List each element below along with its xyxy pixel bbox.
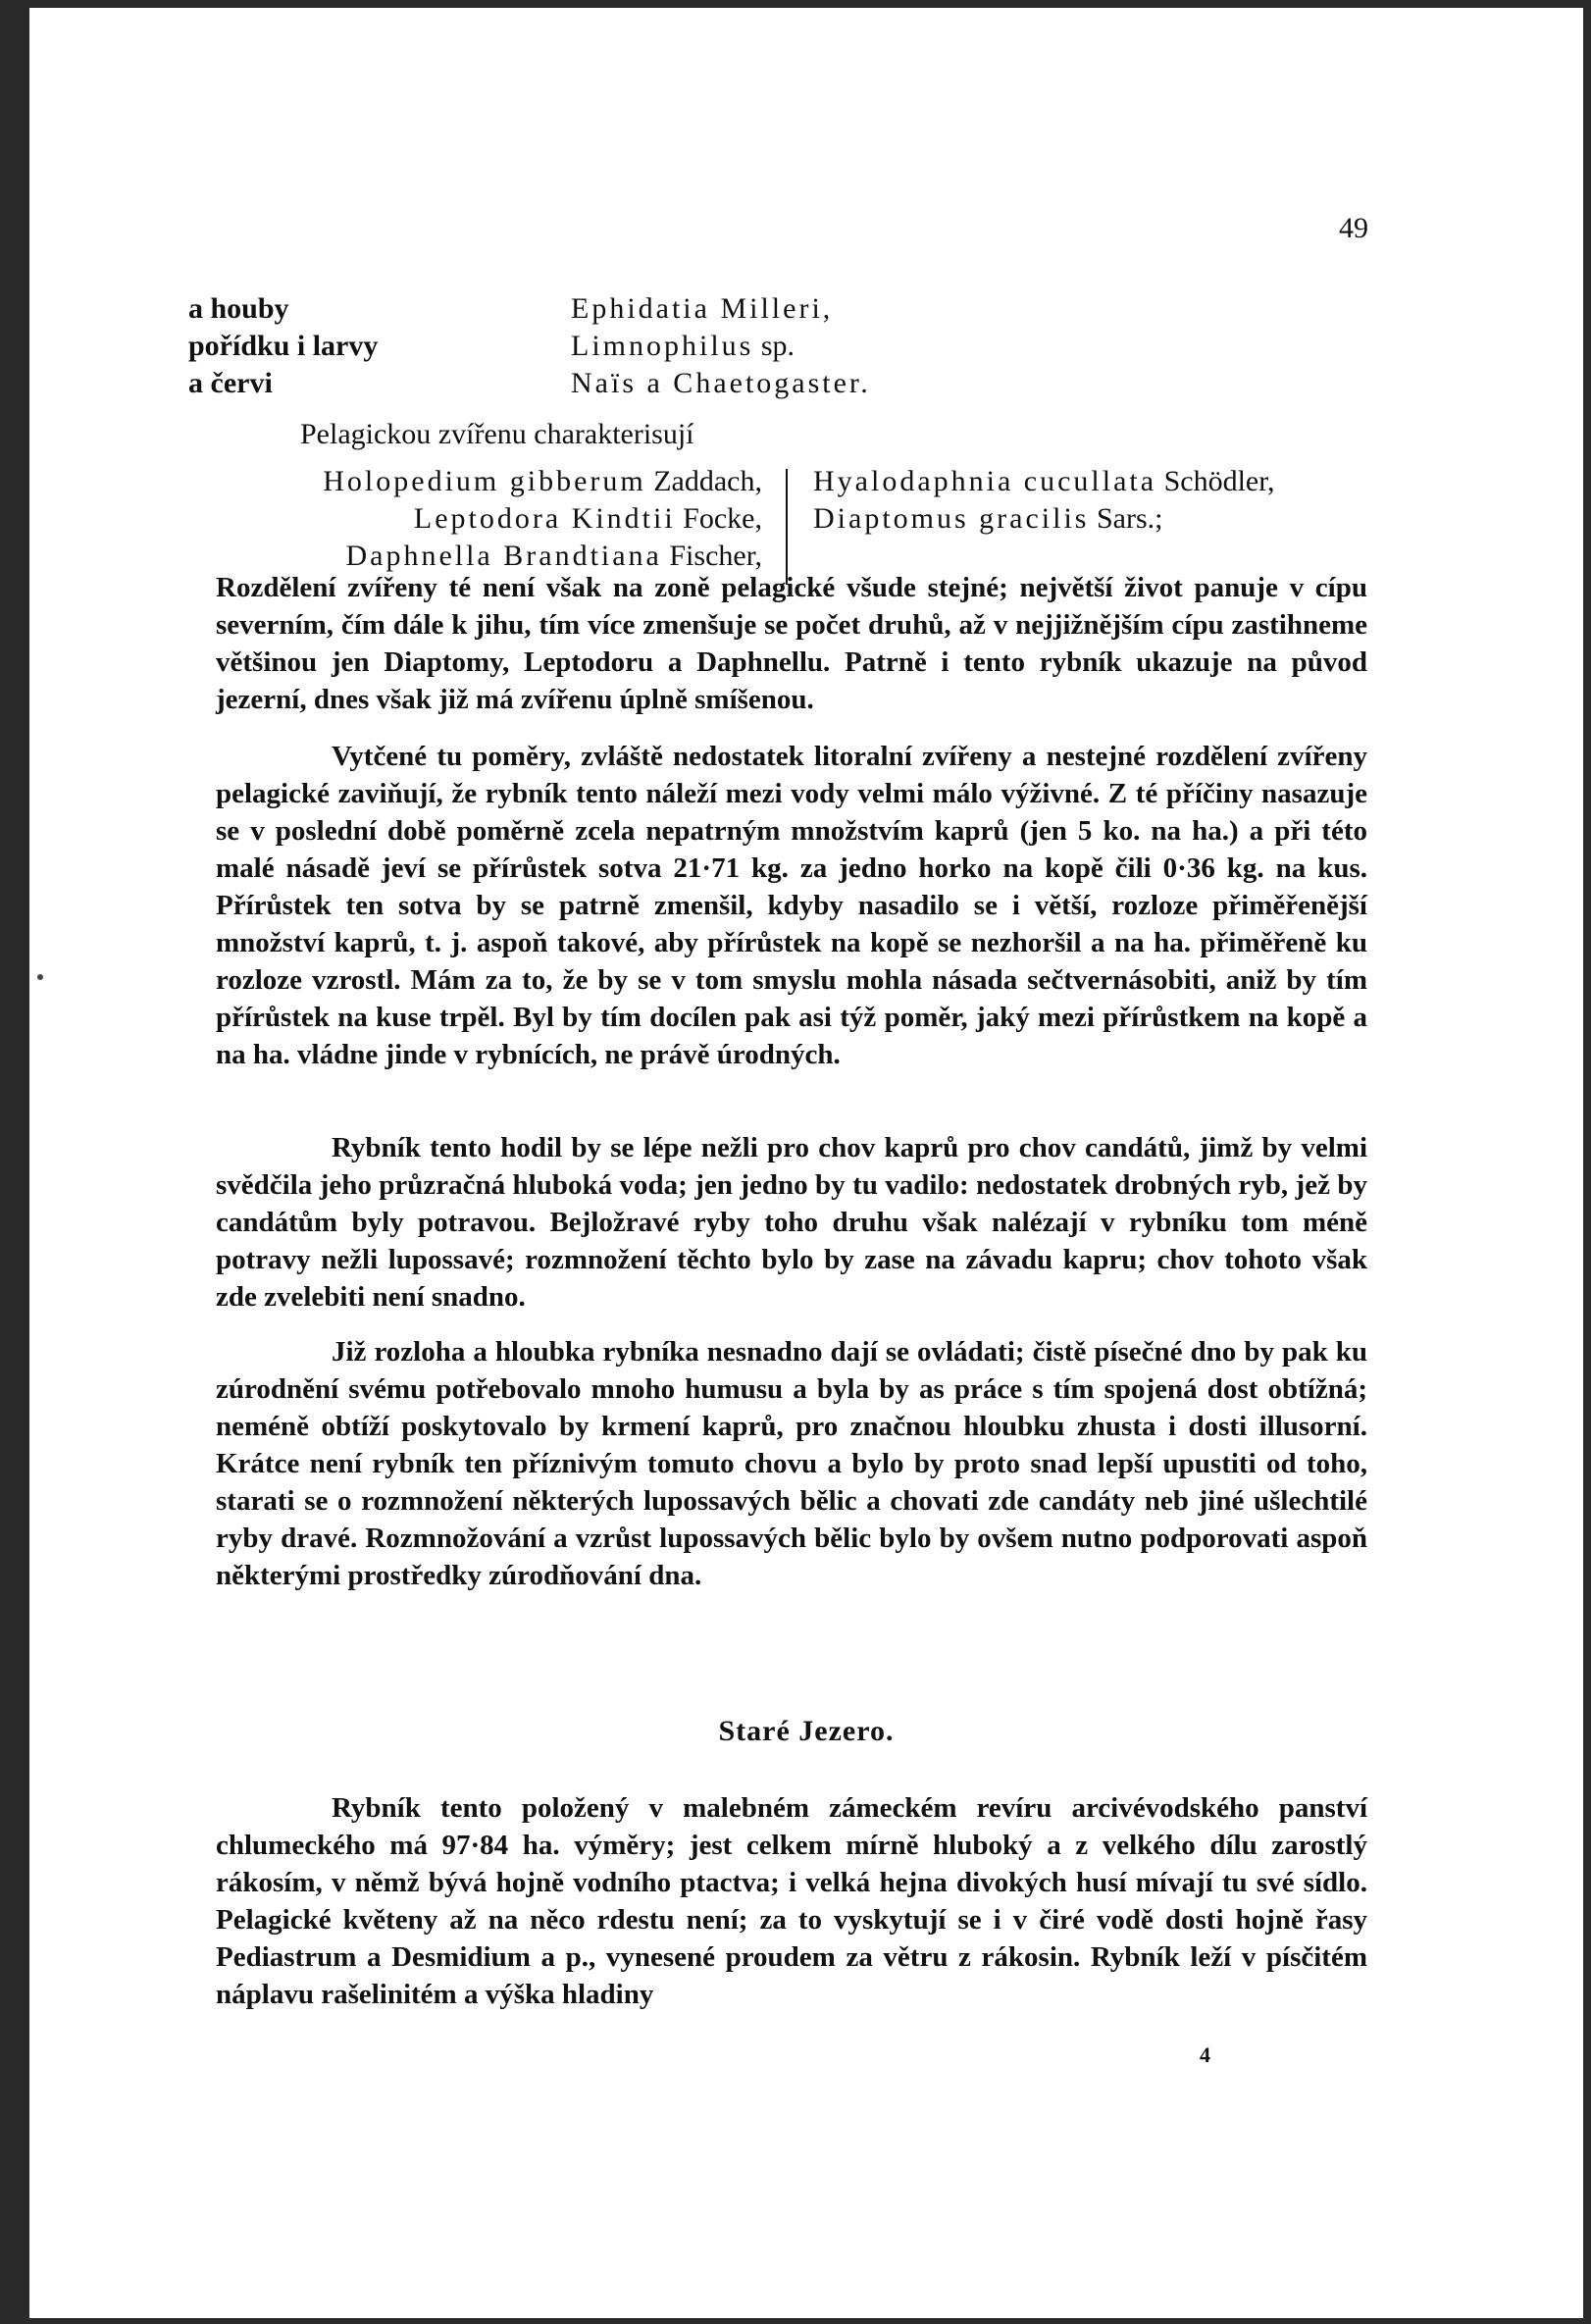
- species-entry: [813, 500, 1275, 538]
- column-divider: [786, 469, 788, 585]
- species-row-name: Ephidatia Milleri,: [571, 292, 834, 325]
- species-column-left: [216, 463, 762, 575]
- page-number: 49: [1339, 212, 1368, 244]
- scan-speck: [37, 974, 43, 980]
- species-name: Leptodora Kindtii: [413, 502, 676, 535]
- species-author: Schödler,: [1156, 465, 1275, 497]
- pelagic-intro: Pelagickou zvířenu charakterisují: [300, 418, 694, 450]
- species-row-label: a červi: [188, 367, 273, 399]
- species-suffix: sp.: [753, 330, 796, 362]
- document-page: [29, 8, 1583, 2318]
- species-list-top: [188, 290, 871, 402]
- section-paragraph: Rybník tento položený v malebném zámeckém revíru arcivévodského panství chlumeckého má 97·84 ha. výměry; jest celkem mírně hluboký a z velkého dílu zarostlý rákosím, v němž bývá hojně vodního ptactva; i velká hejna divokých husí mívají tu své sídlo. Pelagické květeny až na něco rdestu není; za to vyskytují se i v čiré vodě dosti hojně řasy Pediastrum a Desmidium a p., vynesené proudem za větru z rákosin. Rybník leží v písčitém náplavu rašelinitém a výška hladiny: [216, 1792, 1367, 2010]
- body-paragraph: Již rozloha a hloubka rybníka nesnadno dají se ovládati; čistě písečné dno by pak ku zúrodnění svému potřebovalo mnoho humusu a byla by as práce s tím spojená dost obtížná; neméně obtíží poskytovalo by krmení kaprů, pro značnou hloubku zhusta i dosti illusorní. Krátce není rybník ten příznivým tomuto chovu a bylo by proto snad lepší upustiti od toho, starati se o rozmnožení některých lupossavých bělic a chovati zde candáty neb jiné ušlechtilé ryby dravé. Rozmnožování a vzrůst lupossavých bělic bylo by ovšem nutno podporovati aspoň některými prostředky zúrodňování dna.: [216, 1336, 1367, 1591]
- printer-signature-mark: 4: [1200, 2042, 1210, 2067]
- species-entry: [216, 500, 762, 538]
- species-row: [188, 365, 871, 402]
- section-heading: Staré Jezero.: [718, 1715, 895, 1747]
- species-entry: [216, 463, 762, 500]
- body-paragraph: Vytčené tu poměry, zvláště nedostatek litoralní zvířeny a nestejné rozdělení zvířeny pelagické zaviňují, že rybník tento náleží mezi vody velmi málo výživné. Z té příčiny nasazuje se v poslední době poměrně zcela nepatrným množstvím kaprů (jen 5 ko. na ha.) a při této malé násadě jeví se přírůstek sotva 21·71 kg. za jedno horko na kopě čili 0·36 kg. na kus. Přírůstek ten sotva by se patrně zmenšil, kdyby nasadilo se i větší, rozloze přiměřenější množství kaprů, t. j. aspoň takové, aby přírůstek na kopě se nezhoršil a na ha. přiměřeně ku rozloze vzrostl. Mám za to, že by se v tom smyslu mohla násada sečtvernásobiti, aniž by tím přírůstek na kuse trpěl. Byl by tím docílen pak asi týž poměr, jaký mezi přírůstkem na kopě a na ha. vládne jinde v rybnících, ne právě úrodných.: [216, 741, 1367, 1070]
- species-name: Diaptomus gracilis: [813, 502, 1090, 535]
- species-name: Hyalodaphnia cucullata: [813, 465, 1157, 497]
- species-name: Holopedium gibberum: [323, 465, 646, 497]
- species-entry: [813, 463, 1275, 500]
- species-author: Focke,: [675, 502, 762, 535]
- body-paragraph: Rozdělení zvířeny té není však na zoně pelagické všude stejné; největší život panuje v cípu severním, čím dále k jihu, tím více zmenšuje se počet druhů, až v nejjižnějším cípu zastihneme většinou jen Diaptomy, Leptodoru a Daphnellu. Patrně i tento rybník ukazuje na původ jezerní, dnes však již má zvířenu úplně smíšenou.: [216, 572, 1367, 715]
- species-author: Zaddach,: [645, 465, 762, 497]
- species-row-label: a houby: [188, 292, 289, 325]
- species-author: Fischer,: [661, 540, 762, 572]
- species-column-right: [813, 463, 1275, 538]
- species-row: [188, 290, 871, 328]
- species-author: Sars.;: [1089, 502, 1163, 535]
- body-paragraph: Rybník tento hodil by se lépe nežli pro chov kaprů pro chov candátů, jimž by velmi svědčila jeho průzračná hluboká voda; jen jedno by tu vadilo: nedostatek drobných ryb, jež by candátům byly potravou. Bejložravé ryby toho druhu však nalézají v rybníku tom méně potravy nežli lupossavé; rozmnožení těchto bylo by zase na závadu kapru; chov tohoto však zde zvelebiti není snadno.: [216, 1132, 1367, 1313]
- species-row-name: [571, 328, 795, 365]
- species-genus: Limnophilus: [571, 330, 754, 362]
- species-row-label: pořídku i larvy: [188, 330, 379, 362]
- species-row: [188, 328, 871, 365]
- species-row-name: Naïs a Chaetogaster.: [571, 367, 871, 399]
- species-name: Daphnella Brandtiana: [345, 540, 662, 572]
